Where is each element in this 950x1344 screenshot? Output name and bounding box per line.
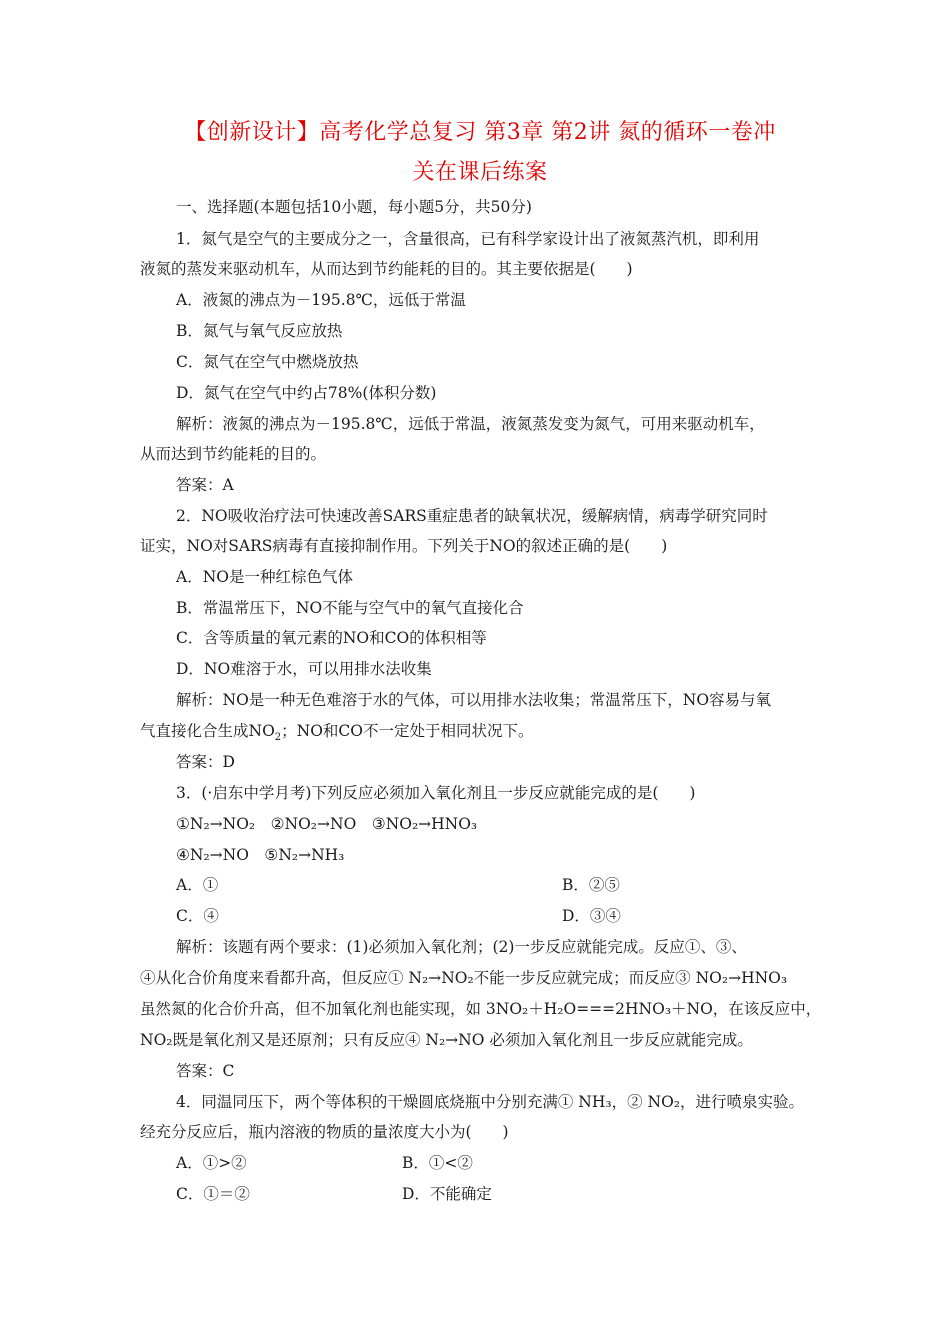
- q3-option-c: C．④: [176, 907, 219, 925]
- q3-answer: 答案：C: [176, 1062, 235, 1080]
- q2-stem-line1: 2．NO吸收治疗法可快速改善SARS重症患者的缺氧状况，缓解病情，病毒学研究同时: [176, 507, 768, 525]
- q4-option-d: D．不能确定: [402, 1185, 492, 1203]
- q1-analysis-line1: 解析：液氮的沸点为－195.8℃，远低于常温，液氮蒸发变为氮气，可用来驱动机车，: [176, 415, 765, 433]
- q1-stem-line2: 液氮的蒸发来驱动机车，从而达到节约能耗的目的。其主要依据是( ): [140, 260, 633, 278]
- q3-option-b: B．②⑤: [562, 876, 620, 894]
- q2-analysis-line2-sub: 2: [274, 732, 282, 744]
- q3-option-a: A．①: [176, 876, 219, 894]
- document-title-line1: 【创新设计】高考化学总复习 第3章 第2讲 氮的循环一卷冲: [184, 120, 776, 145]
- q2-analysis-line2: [140, 720, 534, 742]
- q2-option-c: C．含等质量的氧元素的NO和CO的体积相等: [176, 629, 487, 647]
- q2-option-a: A．NO是一种红棕色气体: [176, 568, 353, 586]
- q1-answer: 答案：A: [176, 476, 234, 494]
- q2-analysis-line1: 解析：NO是一种无色难溶于水的气体，可以用排水法收集；常温常压下，NO容易与氧: [176, 691, 772, 709]
- q3-options-row2: [176, 905, 621, 927]
- q3-reactions-row2: ④N₂→NO ⑤N₂→NH₃: [176, 846, 345, 864]
- section-header: 一、选择题(本题包括10小题，每小题5分，共50分): [176, 198, 532, 216]
- q4-options-row2: [176, 1183, 492, 1205]
- q4-option-a: A．①>②: [176, 1154, 247, 1172]
- q1-analysis-line2: 从而达到节约能耗的目的。: [140, 445, 327, 463]
- q4-stem-line1: 4．同温同压下，两个等体积的干燥圆底烧瓶中分别充满① NH₃，② NO₂，进行喷泉实验。: [176, 1093, 804, 1111]
- q2-stem-line2: 证实，NO对SARS病毒有直接抑制作用。下列关于NO的叙述正确的是( ): [140, 537, 668, 555]
- q3-reactions-row1: ①N₂→NO₂ ②NO₂→NO ③NO₂→HNO₃: [176, 815, 478, 833]
- q3-options-row1: [176, 874, 620, 896]
- q3-analysis-line3: 虽然氮的化合价升高，但不加氧化剂也能实现，如 3NO₂＋H₂O===2HNO₃＋NO，在该反应中，: [140, 1000, 822, 1018]
- q1-option-a: A．液氮的沸点为－195.8℃，远低于常温: [176, 291, 466, 309]
- q4-options-row1: [176, 1152, 473, 1174]
- q2-analysis-line2-b: ；NO和CO不一定处于相同状况下。: [281, 722, 534, 740]
- q2-answer: 答案：D: [176, 753, 235, 771]
- q1-option-d: D．氮气在空气中约占78%(体积分数): [176, 384, 437, 402]
- q2-analysis-line2-a: 气直接化合生成NO: [140, 722, 275, 740]
- q3-analysis-line1: 解析：该题有两个要求：(1)必须加入氧化剂；(2)一步反应就能完成。反应①、③、: [176, 938, 747, 956]
- q2-option-d: D．NO难溶于水，可以用排水法收集: [176, 660, 432, 678]
- q1-stem-line1: 1．氮气是空气的主要成分之一，含量很高，已有科学家设计出了液氮蒸汽机，即利用: [176, 230, 760, 248]
- q3-stem: 3．(·启东中学月考)下列反应必须加入氧化剂且一步反应就能完成的是( ): [176, 784, 696, 802]
- q1-option-b: B．氮气与氧气反应放热: [176, 322, 343, 340]
- q3-analysis-line4: NO₂既是氧化剂又是还原剂；只有反应④ N₂→NO 必须加入氧化剂且一步反应就能完成。: [140, 1031, 753, 1049]
- q3-option-d: D．③④: [562, 907, 621, 925]
- q1-option-c: C．氮气在空气中燃烧放热: [176, 353, 359, 371]
- document-title-line2: 关在课后练案: [412, 160, 548, 185]
- q2-option-b: B．常温常压下，NO不能与空气中的氧气直接化合: [176, 599, 524, 617]
- q4-option-c: C．①＝②: [176, 1185, 250, 1203]
- q4-stem-line2: 经充分反应后，瓶内溶液的物质的量浓度大小为( ): [140, 1123, 509, 1141]
- q4-option-b: B．①<②: [402, 1154, 473, 1172]
- q3-analysis-line2: ④从化合价角度来看都升高，但反应① N₂→NO₂不能一步反应就完成；而反应③ NO₂→HNO₃: [140, 969, 788, 987]
